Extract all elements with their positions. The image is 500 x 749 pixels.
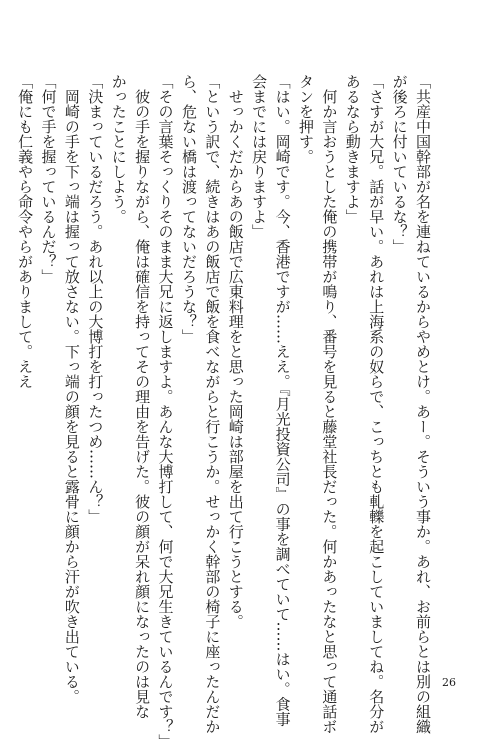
text-line: かったことにしよう。 bbox=[109, 74, 128, 224]
text-line: が後ろに付いているな？」 bbox=[390, 74, 409, 254]
text-line: 何か言おうとした俺の携帯が鳴り、番号を見ると藤堂社長だった。何かあったなと思って通話ボ bbox=[320, 74, 339, 734]
text-line: タンを押す。 bbox=[296, 74, 315, 164]
text-line: 「何で手を握っているんだ？」 bbox=[39, 74, 58, 284]
text-line: 「俺にも仁義やら命令やらがありまして。ええ bbox=[16, 74, 35, 389]
text-line: 「共産中国幹部が名を連ねているからやめとけ。あー。そういう事か。あれ、お前らとは別の組織 bbox=[414, 74, 432, 734]
text-line: あるなら動きますよ」 bbox=[343, 74, 362, 224]
text-line: 「その言葉そっくりそのまま大兄に返しますよ。あんな大博打して、何で大兄生きているんです？」 bbox=[156, 74, 175, 749]
text-line: ら、危ない橋は渡ってないだろうな？」 bbox=[179, 74, 198, 344]
text-line: 岡崎の手を下っ端は握って放さない。下っ端の顔を見ると露骨に顔から汗が吹き出ている。 bbox=[62, 74, 81, 704]
text-line: 「決まっているだろう。あれ以上の大博打を打ったつめ……ん？」 bbox=[86, 74, 105, 524]
page-number: 26 bbox=[442, 676, 456, 689]
text-line: 「はい。岡崎です。今、香港ですが……ええ。『月光投資公司』の事を調べていて……はい。食事 bbox=[273, 74, 292, 727]
vertical-text-body bbox=[13, 74, 434, 749]
text-line: 彼の手を握りながら、俺は確信を持ってその理由を告げた。彼の顔が呆れ顔になったのは見な bbox=[133, 74, 152, 719]
text-line: せっかくだからあの飯店で広東料理をと思った岡崎は部屋を出て行こうとする。 bbox=[226, 74, 245, 629]
text-line: 「という訳で、続きはあの飯店で飯を食べながらと行こうか。せっかく幹部の椅子に座ったんだか bbox=[203, 74, 222, 734]
text-line: 「さすが大兄。話が早い。あれは上海系の奴らで、こっちとも軋轢を起こしていましてね。名分が bbox=[367, 74, 386, 734]
text-line: 会までには戻りますよ」 bbox=[250, 74, 269, 239]
